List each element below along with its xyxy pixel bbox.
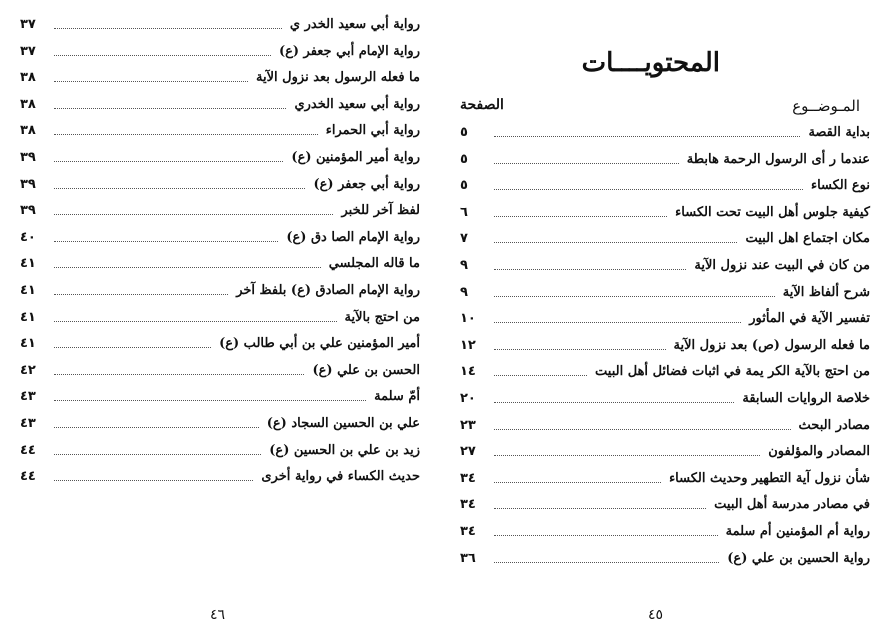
toc-entry-title: مصادر البحث [798,417,870,433]
left-page [20,0,420,639]
toc-entry [460,175,870,195]
toc-entry-page: ٤١ [20,336,36,352]
toc-leader-dots [494,296,775,297]
toc-entry [460,255,870,275]
toc-entry-page: ٣٨ [20,70,36,86]
page-number-left: ٤٦ [210,607,226,623]
toc-entry-title: رواية أبي سعيد الخدري [294,96,420,112]
toc-entry [460,282,870,302]
toc-entry-title: رواية أم المؤمنين أم سلمة [725,524,870,539]
toc-leader-dots [54,321,337,322]
toc-entry-page: ٤١ [20,309,36,325]
toc-leader-dots [494,349,666,350]
toc-entry [460,228,870,248]
toc-entry-title: في مصادر مدرسة أهل البيت [714,497,870,513]
toc-entry [20,174,420,194]
toc-entry-title: رواية الحسين بن علي (ع) [727,550,870,566]
toc-entry-page: ٣٩ [20,150,36,165]
toc-leader-dots [54,454,261,455]
toc-entry [460,494,870,514]
toc-entry-page: ٣٤ [460,497,476,513]
toc-entry-page: ٣٧ [20,43,36,59]
toc-entry-title: من احتج بالآية الكر يمة في اثبات فضائل أهل البيت [595,364,870,380]
toc-entry [20,307,420,327]
toc-leader-dots [494,429,791,430]
toc-entry-title: عندما ر أى الرسول الرحمة هابطة [686,151,870,167]
toc-entry-title: رواية أبي الحمراء [325,123,420,139]
toc-entry [460,202,870,222]
toc-entry-page: ٣٤ [460,470,476,486]
toc-entry-page: ٤٤ [20,469,36,485]
toc-entry [20,41,420,61]
toc-entry [20,386,420,406]
toc-leader-dots [494,402,734,403]
toc-entry [20,360,420,380]
toc-entry-page: ٧ [460,231,468,247]
toc-entry-page: ٤٠ [20,229,36,245]
toc-entry-page: ٤٣ [20,416,36,431]
toc-leader-dots [54,81,248,82]
toc-leader-dots [54,55,271,56]
toc-entry-title: الحسن بن علي (ع) [312,362,420,378]
toc-leader-dots [54,267,321,268]
toc-entry-title: من احتج بالآية [344,309,420,325]
toc-leader-dots [494,455,760,456]
toc-entry [460,468,870,488]
toc-entry-title: رواية الإمام الصا دق (ع) [286,229,420,245]
toc-leader-dots [54,188,305,189]
column-label-page: الصفحة [460,97,504,113]
toc-leader-dots [494,136,800,137]
toc-entry-title: رواية أبي سعيد الخدر ي [289,17,420,32]
toc-entry-page: ٢٠ [460,391,476,406]
toc-leader-dots [54,427,259,428]
toc-entry-page: ٣٨ [20,123,36,139]
toc-entry [460,149,870,169]
toc-leader-dots [54,294,228,295]
toc-entry-page: ٣٤ [460,524,476,539]
toc-entry [20,227,420,247]
toc-entry-title: ما فعله الرسول بعد نزول الآية [256,70,420,86]
toc-leader-dots [54,400,366,401]
toc-entry [20,466,420,486]
toc-entry-page: ٣٦ [460,550,476,566]
toc-leader-dots [54,134,318,135]
toc-entry [20,94,420,114]
page-number-right: ٤٥ [648,607,664,623]
toc-entry-page: ٣٩ [20,176,36,192]
toc-entry-page: ٢٣ [460,417,476,433]
toc-entry-title: أمير المؤمنين علي بن أبي طالب (ع) [219,336,420,352]
toc-entry-title: المصادر والمؤلفون [768,444,870,460]
toc-entry-title: لفظ آخر للخبر [341,203,420,219]
toc-entry-title: خلاصة الروايات السابقة [742,391,870,406]
toc-entry [20,253,420,273]
toc-leader-dots [54,480,253,481]
toc-leader-dots [494,269,686,270]
toc-leader-dots [494,216,667,217]
toc-entry [20,120,420,140]
toc-leader-dots [494,322,741,323]
column-label-topic: المـوضــوع [792,97,860,115]
toc-entry-page: ٩ [460,258,468,273]
toc-entry-page: ٥ [460,178,468,194]
toc-entry [460,122,870,142]
toc-leader-dots [54,374,304,375]
toc-entry [20,14,420,34]
toc-entry-page: ٣٩ [20,203,36,219]
toc-leader-dots [54,241,278,242]
toc-entry-title: شرح ألفاظ الآية [782,284,870,300]
toc-entry-title: رواية الإمام الصادق (ع) بلفظ آخر [236,283,420,298]
toc-entry-title: رواية أبي جعفر (ع) [313,176,420,192]
toc-entry-title: بداية القصة [808,125,870,140]
toc-leader-dots [494,189,803,190]
toc-entry [20,67,420,87]
toc-entry-title: نوع الكساء [810,178,870,194]
toc-entry-page: ٦ [460,204,468,220]
toc-leader-dots [494,242,737,243]
toc-entry-title: أمّ سلمة [374,389,420,405]
toc-entry-page: ١٠ [460,311,476,327]
toc-entry-page: ٥ [460,125,468,140]
toc-entry-page: ١٢ [460,337,476,353]
toc-entry-title: من كان في البيت عند نزول الآية [694,258,870,273]
toc-entry [20,280,420,300]
toc-entry-page: ٤١ [20,283,36,298]
toc-entry [460,388,870,408]
toc-entry-page: ٥ [460,151,468,167]
toc-entry-title: رواية أمير المؤمنين (ع) [291,150,420,165]
toc-entry-title: حديث الكساء في رواية أخرى [261,469,420,485]
toc-entry [20,440,420,460]
toc-entry-title: مكان اجتماع اهل البيت [745,231,870,247]
toc-entry [460,415,870,435]
toc-entry-title: كيفية جلوس أهل البيت تحت الكساء [675,204,870,220]
toc-leader-dots [494,482,661,483]
toc-entry-page: ٩ [460,284,468,300]
toc-entry [460,441,870,461]
toc-entry-title: ما قاله المجلسي [328,256,420,272]
toc-leader-dots [494,508,706,509]
toc-entry-page: ٢٧ [460,444,476,460]
toc-entry [460,308,870,328]
toc-entry [20,333,420,353]
toc-leader-dots [54,214,333,215]
toc-leader-dots [54,161,283,162]
toc-entry-title: ما فعله الرسول (ص) بعد نزول الآية [673,337,870,353]
toc-entry-page: ٤١ [20,256,36,272]
toc-entry-page: ٣٨ [20,96,36,112]
toc-leader-dots [494,163,679,164]
toc-entry-page: ٤٤ [20,442,36,458]
toc-entry [20,413,420,433]
toc-entry-page: ٤٣ [20,389,36,405]
toc-entry-title: شأن نزول آية التطهير وحديث الكساء [669,470,870,486]
toc-leader-dots [54,108,286,109]
toc-leader-dots [54,28,282,29]
toc-entry [460,521,870,541]
toc-leader-dots [494,535,718,536]
right-page [460,0,870,639]
toc-entry [460,548,870,568]
toc-entry-title: تفسير الآية في المأثور [749,311,870,327]
toc-leader-dots [54,347,211,348]
toc-entry-page: ١٤ [460,364,476,380]
toc-entry-title: رواية الإمام أبي جعفر (ع) [278,43,420,59]
toc-entry [20,200,420,220]
toc-entry [460,361,870,381]
toc-entry-title: علي بن الحسين السجاد (ع) [266,416,420,431]
page-heading: المحتويــــات [581,48,720,78]
toc-entry-page: ٤٢ [20,362,36,378]
toc-entry [460,335,870,355]
toc-entry-title: زيد بن علي بن الحسين (ع) [269,442,420,458]
toc-entry-page: ٣٧ [20,17,36,32]
toc-leader-dots [494,375,587,376]
toc-leader-dots [494,562,719,563]
toc-entry [20,147,420,167]
